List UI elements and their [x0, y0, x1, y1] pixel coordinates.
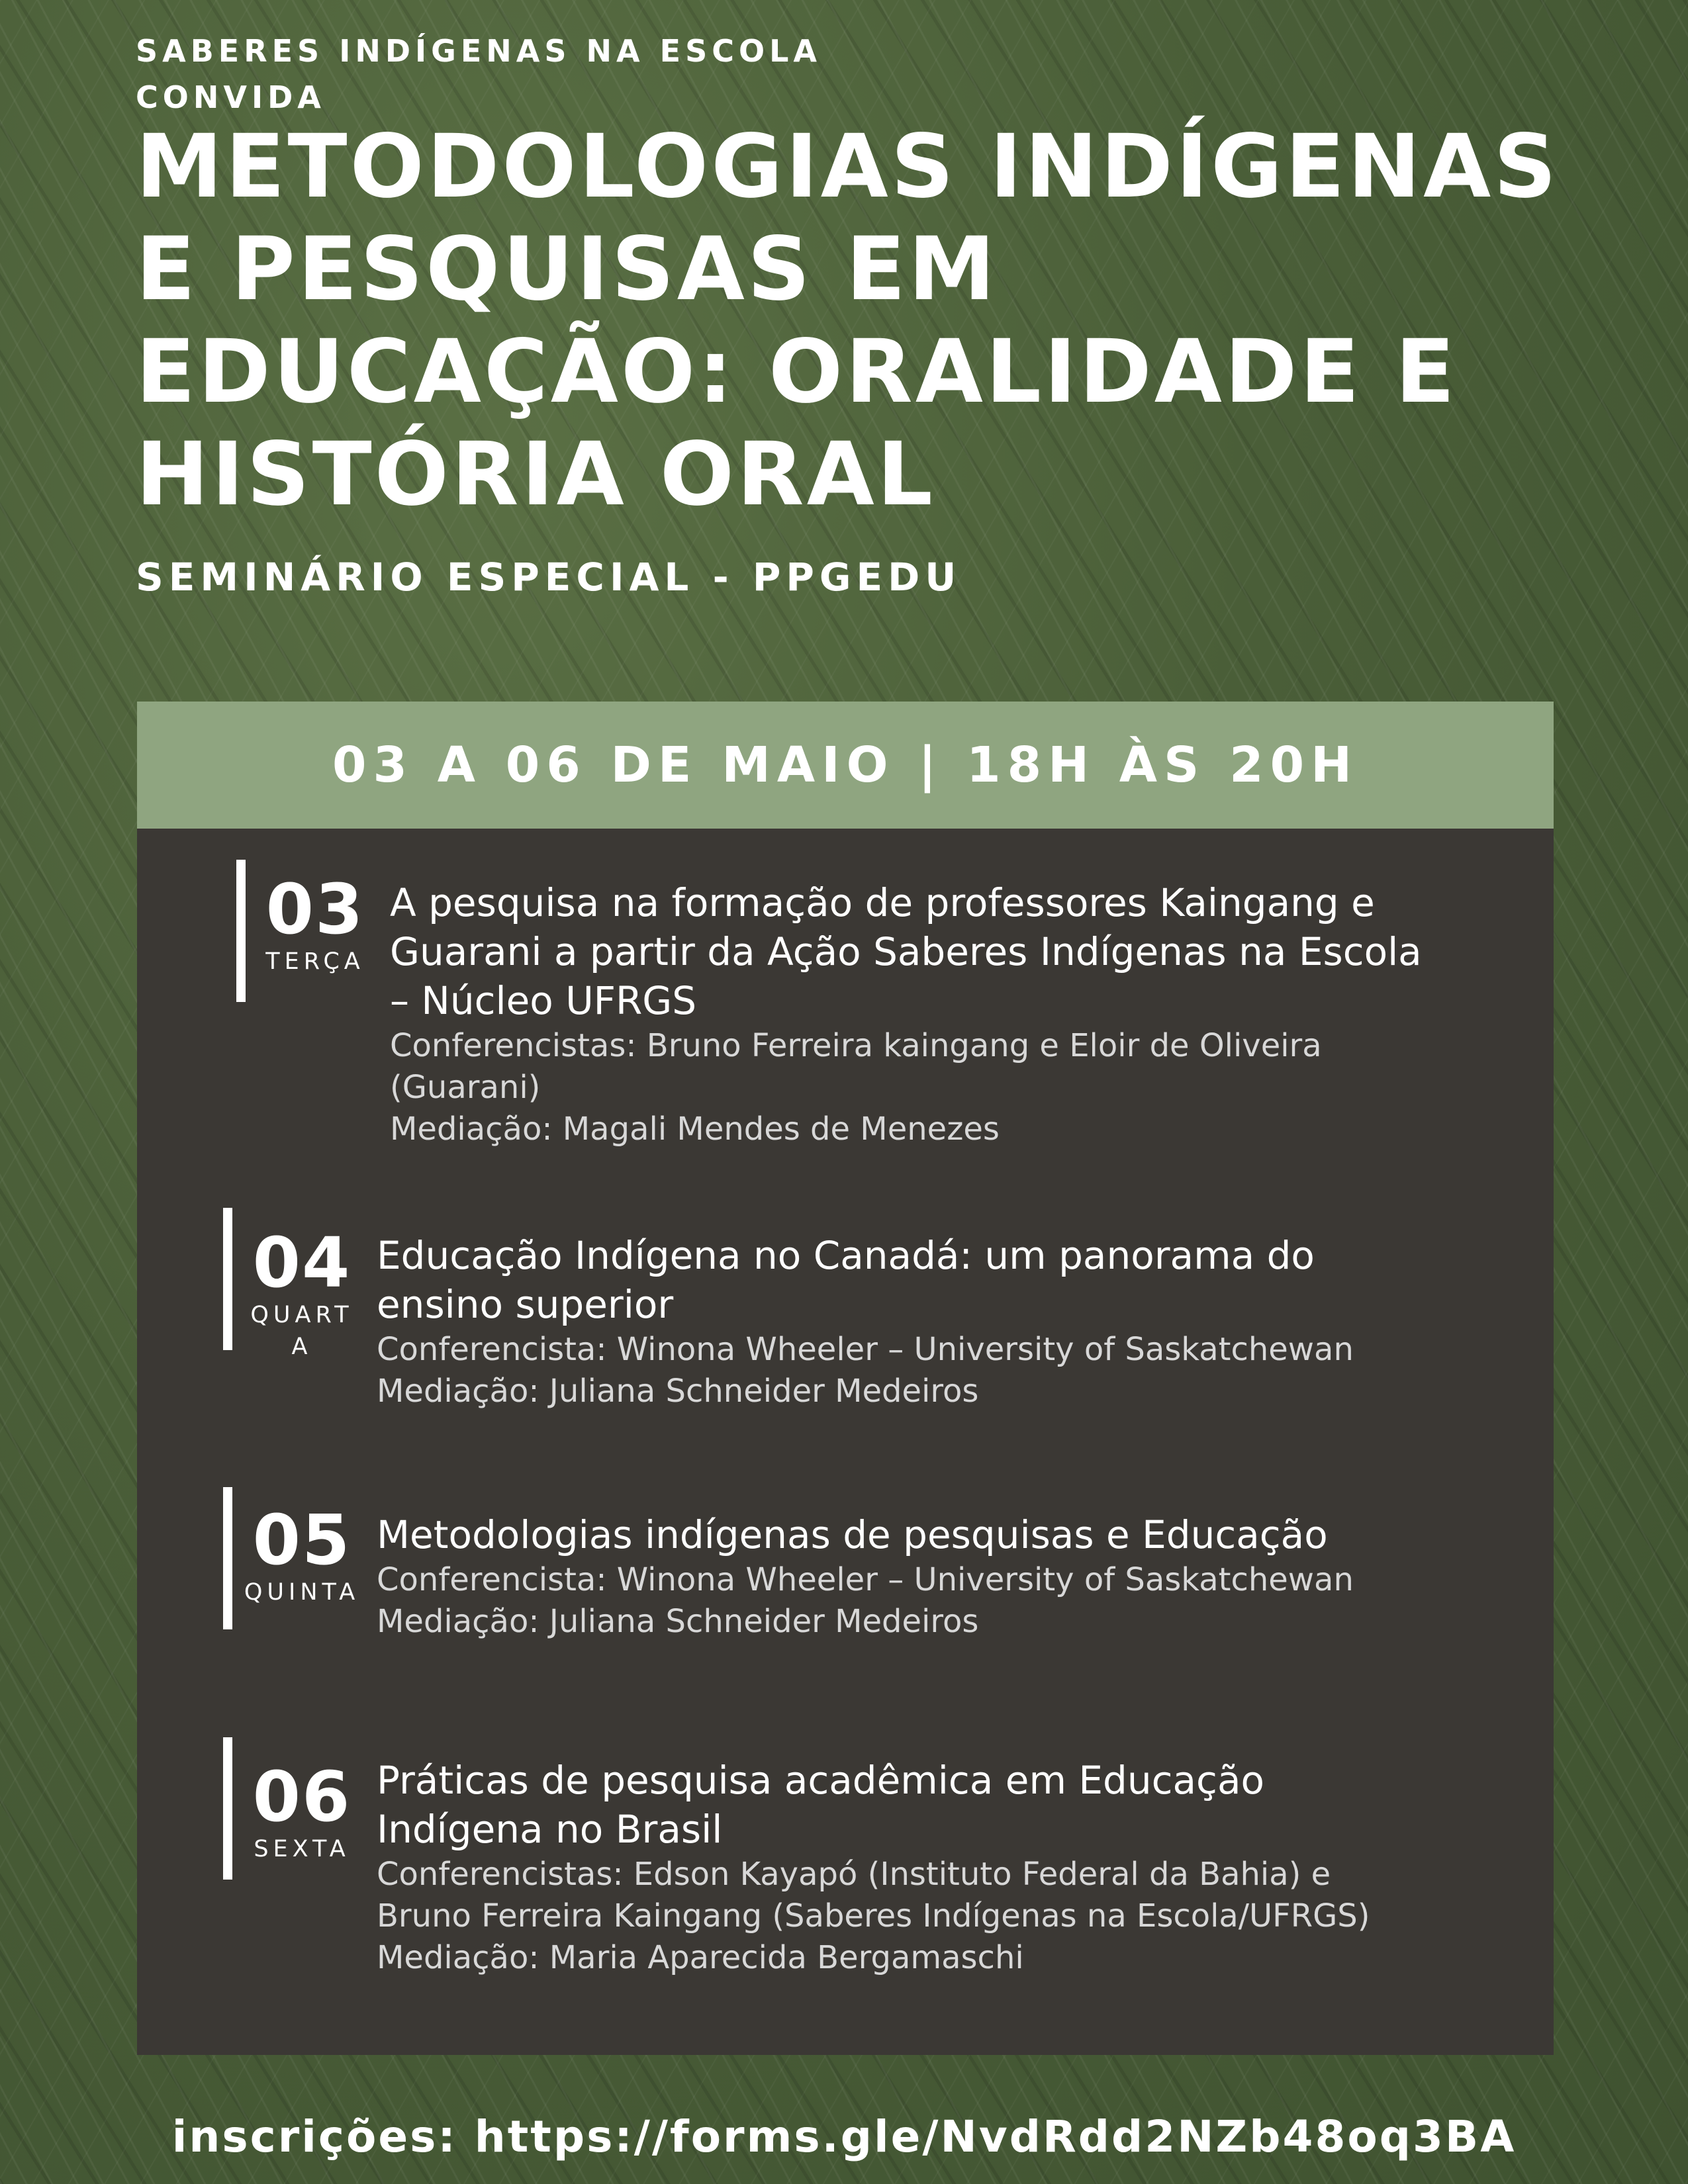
session-day-number: 04	[252, 1222, 352, 1303]
session-speakers: Conferencistas: Bruno Ferreira kaingang e Eloir de Oliveira	[390, 1027, 1322, 1064]
session-content	[377, 1510, 1354, 1643]
session-content	[377, 1756, 1370, 1979]
session-date	[239, 1208, 365, 1412]
session-date	[239, 1737, 365, 1979]
session-weekday: A	[291, 1334, 312, 1360]
session-weekday: TERÇA	[265, 948, 365, 975]
session-title: Educação Indígena no Canadá: um panorama do	[377, 1233, 1315, 1278]
session-title: Indígena no Brasil	[377, 1807, 723, 1852]
session-speakers: Bruno Ferreira Kaingang (Saberes Indígenas na Escola/UFRGS)	[377, 1897, 1370, 1934]
schedule-panel	[137, 829, 1554, 2055]
date-time-text: 03 A 06 DE MAIO | 18H ÀS 20H	[332, 737, 1359, 794]
organizer-name: SABERES INDÍGENAS NA ESCOLA	[136, 33, 821, 69]
event-subtitle: SEMINÁRIO ESPECIAL - PPGEDU	[136, 555, 962, 600]
session-weekday: QUINTA	[244, 1579, 360, 1606]
title-line: E PESQUISAS EM	[136, 218, 998, 320]
session-item	[223, 1487, 1354, 1643]
session-speakers: Conferencistas: Edson Kayapó (Instituto Federal da Bahia) e	[377, 1856, 1331, 1893]
event-title	[136, 116, 1625, 526]
session-weekday: QUART	[250, 1302, 353, 1328]
session-item	[223, 1737, 1370, 1979]
invite-text: CONVIDA	[136, 79, 326, 115]
session-speakers: Conferencista: Winona Wheeler – University of Saskatchewan	[377, 1331, 1354, 1368]
session-item	[236, 860, 1422, 1150]
session-divider-bar	[236, 860, 246, 1002]
session-mediation: Mediação: Magali Mendes de Menezes	[390, 1111, 1000, 1148]
title-line: EDUCAÇÃO: ORALIDADE E	[136, 321, 1458, 423]
session-day-number: 03	[265, 869, 365, 950]
session-divider-bar	[223, 1208, 232, 1350]
session-speakers: (Guarani)	[390, 1069, 541, 1106]
date-banner	[137, 702, 1554, 829]
session-mediation: Mediação: Juliana Schneider Medeiros	[377, 1373, 979, 1410]
session-date	[239, 1487, 365, 1643]
session-date	[252, 860, 378, 1150]
session-title: ensino superior	[377, 1282, 674, 1327]
session-mediation: Mediação: Maria Aparecida Bergamaschi	[377, 1939, 1024, 1976]
session-content	[377, 1231, 1354, 1412]
session-day-number: 05	[252, 1500, 352, 1580]
session-day-number: 06	[252, 1756, 352, 1837]
session-mediation: Mediação: Juliana Schneider Medeiros	[377, 1603, 979, 1640]
session-title: – Núcleo UFRGS	[390, 978, 697, 1023]
session-title: A pesquisa na formação de professores Kaingang e	[390, 880, 1375, 925]
registration-link[interactable]: inscrições: https://forms.gle/NvdRdd2NZb48oq3BA	[171, 2111, 1517, 2162]
session-divider-bar	[223, 1487, 232, 1629]
session-title: Metodologias indígenas de pesquisas e Educação	[377, 1512, 1328, 1557]
session-weekday: SEXTA	[254, 1836, 350, 1862]
title-line: HISTÓRIA ORAL	[136, 424, 935, 525]
session-item	[223, 1208, 1354, 1412]
organizer-eyebrow	[136, 28, 821, 120]
session-content	[390, 878, 1422, 1150]
session-speakers: Conferencista: Winona Wheeler – University of Saskatchewan	[377, 1561, 1354, 1598]
title-line: METODOLOGIAS INDÍGENAS	[136, 116, 1560, 218]
session-divider-bar	[223, 1737, 232, 1880]
session-title: Guarani a partir da Ação Saberes Indígenas na Escola	[390, 929, 1422, 974]
session-title: Práticas de pesquisa acadêmica em Educação	[377, 1758, 1264, 1803]
